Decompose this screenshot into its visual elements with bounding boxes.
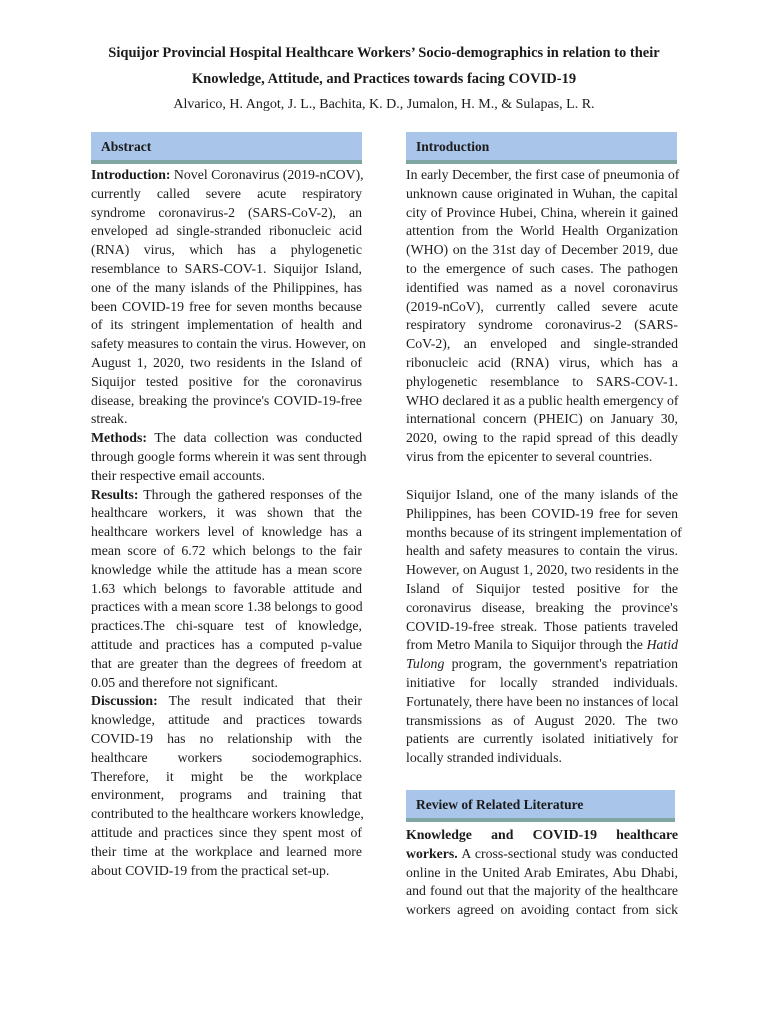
abstract-line: currently called severe acute respiratory [91,185,362,201]
hatid-italic: Hatid [646,637,678,653]
review-line [406,826,678,845]
intro-line: international concern (PHEIC) on January 30, [406,411,678,427]
tulong-italic: Tulong [406,656,445,672]
author-list: Alvarico, H. Angot, J. L., Bachita, K. D., Jumalon, H. M., & Sulapas, L. R. [173,97,595,112]
intro-line: unknown cause originated in Wuhan, the capital [406,185,678,201]
discussion-label: Discussion: [91,693,158,709]
intro-line: to the emergence of such cases. The pathogen [406,261,678,276]
abstract-line: 1.63 which belongs to favorable attitude and [91,580,362,596]
abstract-line: Introduction: Novel Coronavirus (2019-nCOV), [91,167,364,182]
introduction-label: Introduction: [91,167,171,182]
abstract-line: healthcare workers, it was shown that the [91,505,362,521]
abstract-line: contributed to the healthcare workers knowledge, [91,806,364,822]
abstract-line: attitude and practices has a computed p-value [91,637,362,652]
intro-line: transmissions as of August 2020. The two [406,712,678,728]
intro-line: (WHO) on the 31st day of December 2019, due [406,242,678,258]
abstract-line: Methods: The data collection was conducted [91,430,362,446]
intro-line: locally stranded individuals. [406,750,562,766]
abstract-line: through google forms wherein it was sent through [91,449,367,464]
intro-line: months because of its stringent implementation of [406,524,682,540]
intro-line: identified was named as a novel coronavirus [406,279,678,295]
abstract-line: safety measures to contain the virus. However, on [91,336,366,352]
intro-line: However, on August 1, 2020, two residents in the [406,562,679,578]
review-line: online in the United Arab Emirates, Abu Dhabi, [406,864,678,880]
intro-line: Fortunately, there have been no instances of local [406,693,679,709]
methods-label: Methods: [91,430,147,446]
intro-line: virus from the epicenter to several countries. [406,449,653,464]
abstract-line: mean score of 6.72 which belongs to the fair [91,543,362,558]
intro-line: CoV-2), an enveloped and single-stranded [406,336,678,352]
abstract-line: knowledge, attitude and practices towards [91,712,362,728]
abstract-line: (RNA) virus, which has a phylogenetic [91,242,362,258]
abstract-line: been COVID-19 free for seven months because [91,298,362,314]
review-heading: Review of Related Literature [406,790,675,822]
intro-line: (2019-nCoV), currently called severe acute [406,298,678,314]
paper-title-line-1: Siquijor Provincial Hospital Healthcare Workers’ Socio-demographics in relation to their [108,45,660,61]
intro-line: respiratory syndrome coronavirus-2 (SARS- [406,317,678,333]
abstract-line: one of the many islands of the Philippines, has [91,279,362,295]
abstract-line: Results: Through the gathered responses of the [91,486,362,502]
abstract-line: practices with a mean score 1.38 belongs to good [91,599,363,615]
abstract-line: Siquijor tested positive for the coronavirus [91,373,362,389]
abstract-line: enveloped ad single-stranded ribonucleic acid [91,223,362,239]
intro-line: patients are currently isolated initiatively for [406,731,678,747]
results-label: Results: [91,486,139,502]
intro-line: COVID-19-free streak. Those patients traveled [406,618,678,634]
intro-line: Tulong program, the government's repatriation [406,656,678,672]
knowledge-subheading: Knowledge and COVID-19 healthcare [406,827,678,842]
abstract-line: Discussion: The result indicated that their [91,693,362,709]
intro-line: Philippines, has been COVID-19 free for seven [406,505,678,521]
abstract-line: practices.The chi-square test of knowledge, [91,618,362,634]
intro-line: WHO declared it as a public health emergency of [406,392,679,408]
intro-line: coronavirus disease, breaking the province's [406,599,678,615]
abstract-line: about COVID-19 from the practical set-up. [91,862,330,878]
abstract-line: of its stringent implementation of health and [91,317,362,333]
abstract-line: that are greater than the degrees of freedom at [91,655,362,671]
abstract-line: Therefore, it might be the workplace [91,768,362,784]
abstract-line: environment, programs and training that [91,787,362,803]
abstract-line: 0.05 and therefore not significant. [91,674,278,690]
abstract-line: syndrome coronavirus-2 (SARS-CoV-2), an [91,204,362,220]
intro-line: Siquijor Island, one of the many islands of the [406,487,678,502]
abstract-line: COVID-19 has no relationship with the [91,731,362,746]
abstract-line: attitude and practices since they spent most of [91,825,362,840]
abstract-line: their time at the workplace and learned more [91,843,362,859]
intro-line: ribonucleic acid (RNA) virus, which has a [406,355,678,370]
abstract-line: August 1, 2020, two residents in the Island of [91,355,362,370]
abstract-line: knowledge while the attitude has a mean score [91,561,362,577]
review-line: and found out that the majority of the healthcare [406,883,678,899]
intro-line: In early December, the first case of pneumonia of [406,167,680,182]
review-line: workers agreed on avoiding contact from sick [406,902,678,918]
abstract-line: their respective email accounts. [91,467,265,483]
intro-line: health and safety measures to contain the virus. [406,543,678,559]
abstract-line: streak. [91,411,128,427]
intro-line: initiative for locally stranded individuals. [406,675,678,690]
intro-line: city of Province Hubei, China, wherein it gained [406,204,678,220]
introduction-heading: Introduction [406,132,677,164]
intro-line: attention from the World Health Organization [406,223,678,239]
abstract-line: resemblance to SARS-COV-1. Siquijor Island, [91,261,362,276]
abstract-heading: Abstract [91,132,362,164]
paper-title-line-2: Knowledge, Attitude, and Practices towards facing COVID-19 [191,71,577,87]
workers-subheading: workers. [406,845,458,861]
abstract-line: disease, breaking the province's COVID-19-free [91,392,362,408]
intro-line: 2020, owing to the rapid spread of this deadly [406,430,678,446]
review-line: workers. A cross-sectional study was conducted [406,845,678,861]
intro-line: phylogenetic resemblance to SARS-COV-1. [406,373,678,389]
abstract-line: healthcare workers level of knowledge has a [91,524,362,540]
abstract-line: healthcare workers sociodemographics. [91,749,362,765]
intro-line: from Metro Manila to Siquijor through the Hatid [406,637,678,653]
intro-line: Island of Siquijor tested positive for the [406,581,678,596]
